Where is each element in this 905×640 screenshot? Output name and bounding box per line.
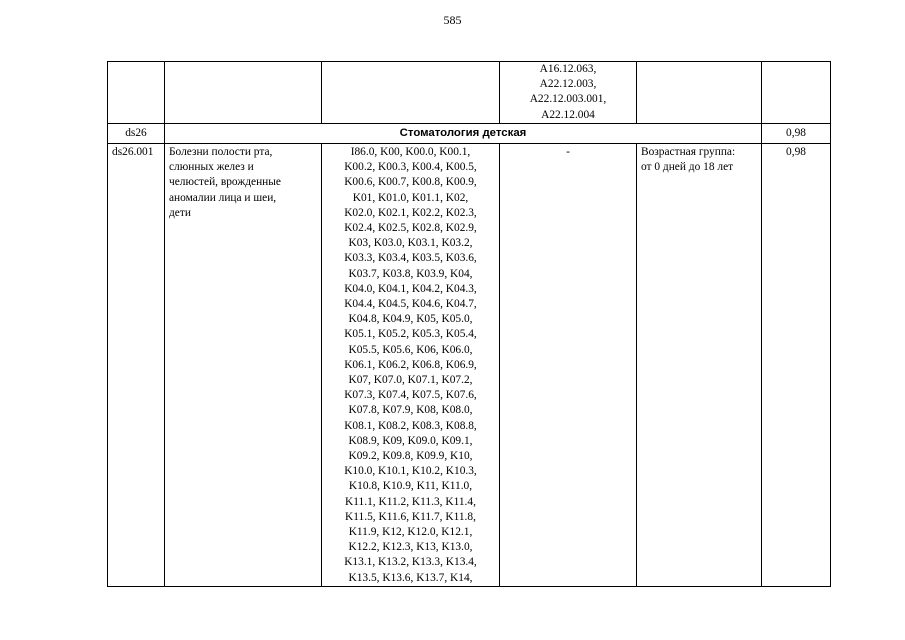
icd-line: K02.4, K02.5, K02.8, K02.9, xyxy=(344,222,477,235)
icd-line: K04.0, K04.1, K04.2, K04.3, xyxy=(344,282,477,295)
icd-line: K08.9, K09, K09.0, K09.1, xyxy=(348,434,473,447)
coef-cell xyxy=(762,62,831,124)
icd-line: I86.0, K00, K00.0, K00.1, xyxy=(350,146,471,158)
group-coef: 0,98 xyxy=(762,144,831,587)
criteria-line: Возрастная группа: xyxy=(641,146,736,158)
name-line: челюстей, врожденные xyxy=(169,176,281,189)
service-code: A22.12.003, xyxy=(539,78,597,91)
icd-line: K13.1, K13.2, K13.3, K13.4, xyxy=(344,556,477,569)
section-code: ds26 xyxy=(108,124,165,144)
page-number: 585 xyxy=(443,13,462,27)
icd-line: K01, K01.0, K01.1, K02, xyxy=(352,191,469,204)
icd-line: K05.1, K05.2, K05.3, K05.4, xyxy=(344,328,477,341)
name-line: слюнных желез и xyxy=(169,161,254,174)
criteria xyxy=(637,144,762,587)
table-row-section xyxy=(108,124,831,144)
criteria-line: от 0 дней до 18 лет xyxy=(641,161,734,174)
name-line: аномалии лица и шеи, xyxy=(169,191,277,204)
name-line: дети xyxy=(169,206,191,219)
icd-line: K03.3, K03.4, K03.5, K03.6, xyxy=(344,252,477,265)
icd-line: K07, K07.0, K07.1, K07.2, xyxy=(348,374,473,387)
tariff-table xyxy=(107,61,831,587)
icd-line: K11.1, K11.2, K11.3, K11.4, xyxy=(345,495,476,508)
icd-line: K04.8, K04.9, K05, K05.0, xyxy=(348,313,473,326)
icd-line: K13.5, K13.6, K13.7, K14, xyxy=(348,571,473,584)
icd-line: K11.5, K11.6, K11.7, K11.8, xyxy=(345,510,476,523)
section-title: Стоматология детская xyxy=(165,124,762,144)
icd-line: K10.0, K10.1, K10.2, K10.3, xyxy=(344,465,477,478)
icd-line: K12.2, K12.3, K13, K13.0, xyxy=(348,541,473,554)
icd-line: K11.9, K12, K12.0, K12.1, xyxy=(348,526,473,539)
icd-line: K08.1, K08.2, K08.3, K08.8, xyxy=(344,419,477,432)
service-code: A16.12.063, xyxy=(539,63,597,75)
name-line: Болезни полости рта, xyxy=(169,146,273,158)
service-code: A22.12.004 xyxy=(541,108,595,121)
icd-line: K00.2, K00.3, K00.4, K00.5, xyxy=(344,161,477,174)
group-name xyxy=(165,144,322,587)
services-cell xyxy=(500,62,637,124)
services-dash: - xyxy=(500,144,637,587)
icd-line: K09.2, K09.8, K09.9, K10, xyxy=(348,450,473,463)
table-row-ds26-001 xyxy=(108,144,831,587)
icd-line: K07.8, K07.9, K08, K08.0, xyxy=(348,404,473,417)
icd-line: K06.1, K06.2, K06.8, K06.9, xyxy=(344,358,477,371)
icd-line: K00.6, K00.7, K00.8, K00.9, xyxy=(344,176,477,189)
table-row-continuation xyxy=(108,62,831,124)
code-cell xyxy=(108,62,165,124)
name-cell xyxy=(165,62,322,124)
icd-line: K04.4, K04.5, K04.6, K04.7, xyxy=(344,298,477,311)
group-code: ds26.001 xyxy=(108,144,165,587)
icd-codes xyxy=(322,144,500,587)
icd-line: K05.5, K05.6, K06, K06.0, xyxy=(348,343,473,356)
service-code: A22.12.003.001, xyxy=(529,93,607,106)
icd-line: K03.7, K03.8, K03.9, K04, xyxy=(348,267,473,280)
icd-line: K07.3, K07.4, K07.5, K07.6, xyxy=(344,389,477,402)
icd-line: K10.8, K10.9, K11, K11.0, xyxy=(348,480,473,493)
icd-cell xyxy=(322,62,500,124)
icd-line: K03, K03.0, K03.1, K03.2, xyxy=(348,237,473,250)
icd-line: K02.0, K02.1, K02.2, K02.3, xyxy=(344,206,477,219)
criteria-cell xyxy=(637,62,762,124)
section-coef: 0,98 xyxy=(762,124,831,144)
